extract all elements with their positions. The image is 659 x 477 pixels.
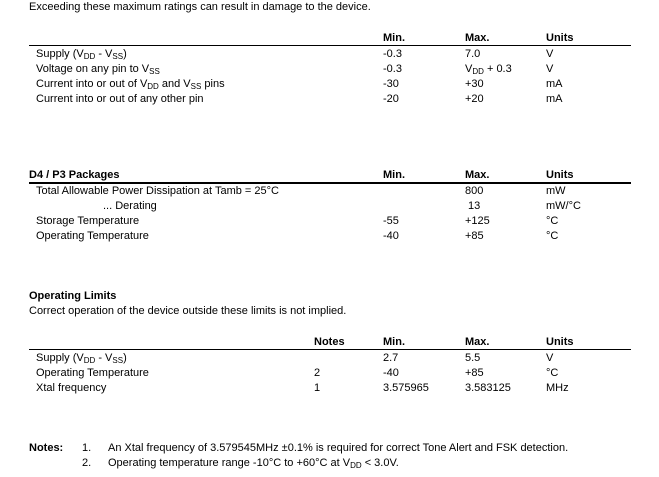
t2-row3-min: -55 [383, 215, 399, 227]
t1-row3-units: mA [546, 78, 563, 90]
t2-row3-units: °C [546, 215, 559, 227]
t1-header-max: Max. [465, 32, 490, 44]
t3-row3-min: 3.575965 [383, 382, 429, 394]
t3-header-min: Min. [383, 336, 405, 348]
t1-header-rule [29, 45, 631, 46]
notes-label: Notes: [29, 442, 64, 454]
t2-header-max: Max. [465, 169, 490, 181]
note-2-text: Operating temperature range -10°C to +60°C at $V_{DD} < 3.0V$. [108, 457, 399, 470]
t3-header-notes: Notes [314, 336, 345, 348]
t2-row2-units: mW/°C [546, 200, 581, 212]
t2-row4-param: Operating Temperature [36, 230, 149, 242]
t2-row4-units: °C [546, 230, 559, 242]
t1-row4-min: -20 [383, 93, 399, 105]
limits-title: Operating Limits [29, 290, 117, 302]
t1-row1-param: Supply $(V_{DD} - V_{SS})$ [36, 48, 127, 61]
t3-row2-param: Operating Temperature [36, 367, 149, 379]
t3-row2-units: °C [546, 367, 559, 379]
t2-row3-max: +125 [465, 215, 490, 227]
t3-row3-max: 3.583125 [465, 382, 511, 394]
t2-header-units: Units [546, 169, 574, 181]
t1-header-units: Units [546, 32, 574, 44]
t3-header-max: Max. [465, 336, 490, 348]
t2-row4-min: -40 [383, 230, 399, 242]
t2-header-min: Min. [383, 169, 405, 181]
intro-text: Exceeding these maximum ratings can result in damage to the device. [29, 1, 371, 13]
t2-header-param: D4 / P3 Packages [29, 169, 120, 181]
t1-row1-min: -0.3 [383, 48, 402, 60]
t3-row3-param: Xtal frequency [36, 382, 107, 394]
note-2-number: 2. [82, 457, 92, 469]
t3-row1-param: Supply $(V_{DD} - V_{SS})$ [36, 352, 127, 365]
t1-row3-max: +30 [465, 78, 484, 90]
t1-row2-param: Voltage on any pin to $V_{SS}$ [36, 63, 160, 76]
t1-row1-max: 7.0 [465, 48, 481, 60]
t2-row1-units: mW [546, 185, 566, 197]
limits-subtitle: Correct operation of the device outside these limits is not implied. [29, 305, 347, 317]
t1-row3-min: -30 [383, 78, 399, 90]
t2-row2-max: 13 [468, 200, 481, 212]
t2-header-rule [29, 182, 631, 184]
t2-row1-param: Total Allowable Power Dissipation at Tamb = 25°C [36, 185, 279, 197]
t3-row3-notes: 1 [314, 382, 321, 394]
t3-row2-notes: 2 [314, 367, 321, 379]
t1-row4-max: +20 [465, 93, 484, 105]
t1-row2-min: -0.3 [383, 63, 402, 75]
t2-row3-param: Storage Temperature [36, 215, 140, 227]
t3-header-rule [29, 349, 631, 350]
t2-row4-max: +85 [465, 230, 484, 242]
t2-row1-max: 800 [465, 185, 484, 197]
t3-row1-max: 5.5 [465, 352, 481, 364]
t3-row1-units: V [546, 352, 554, 364]
note-1-text: An Xtal frequency of 3.579545MHz ±0.1% is required for correct Tone Alert and FSK detection. [108, 442, 569, 454]
t1-row2-units: V [546, 63, 554, 75]
t2-row2-param: ... Derating [103, 200, 157, 212]
t3-row2-min: -40 [383, 367, 399, 379]
t1-row4-units: mA [546, 93, 563, 105]
t1-header-min: Min. [383, 32, 405, 44]
t1-row1-units: V [546, 48, 554, 60]
t3-header-units: Units [546, 336, 574, 348]
t1-row4-param: Current into or out of any other pin [36, 93, 204, 105]
t1-row2-max: $V_{DD} + 0.3$ [465, 63, 512, 76]
t3-row3-units: MHz [546, 382, 569, 394]
t3-row2-max: +85 [465, 367, 484, 379]
t1-row3-param: Current into or out of $V_{DD}$ and $V_{SS}$ pins [36, 78, 225, 91]
note-1-number: 1. [82, 442, 92, 454]
t3-row1-min: 2.7 [383, 352, 399, 364]
